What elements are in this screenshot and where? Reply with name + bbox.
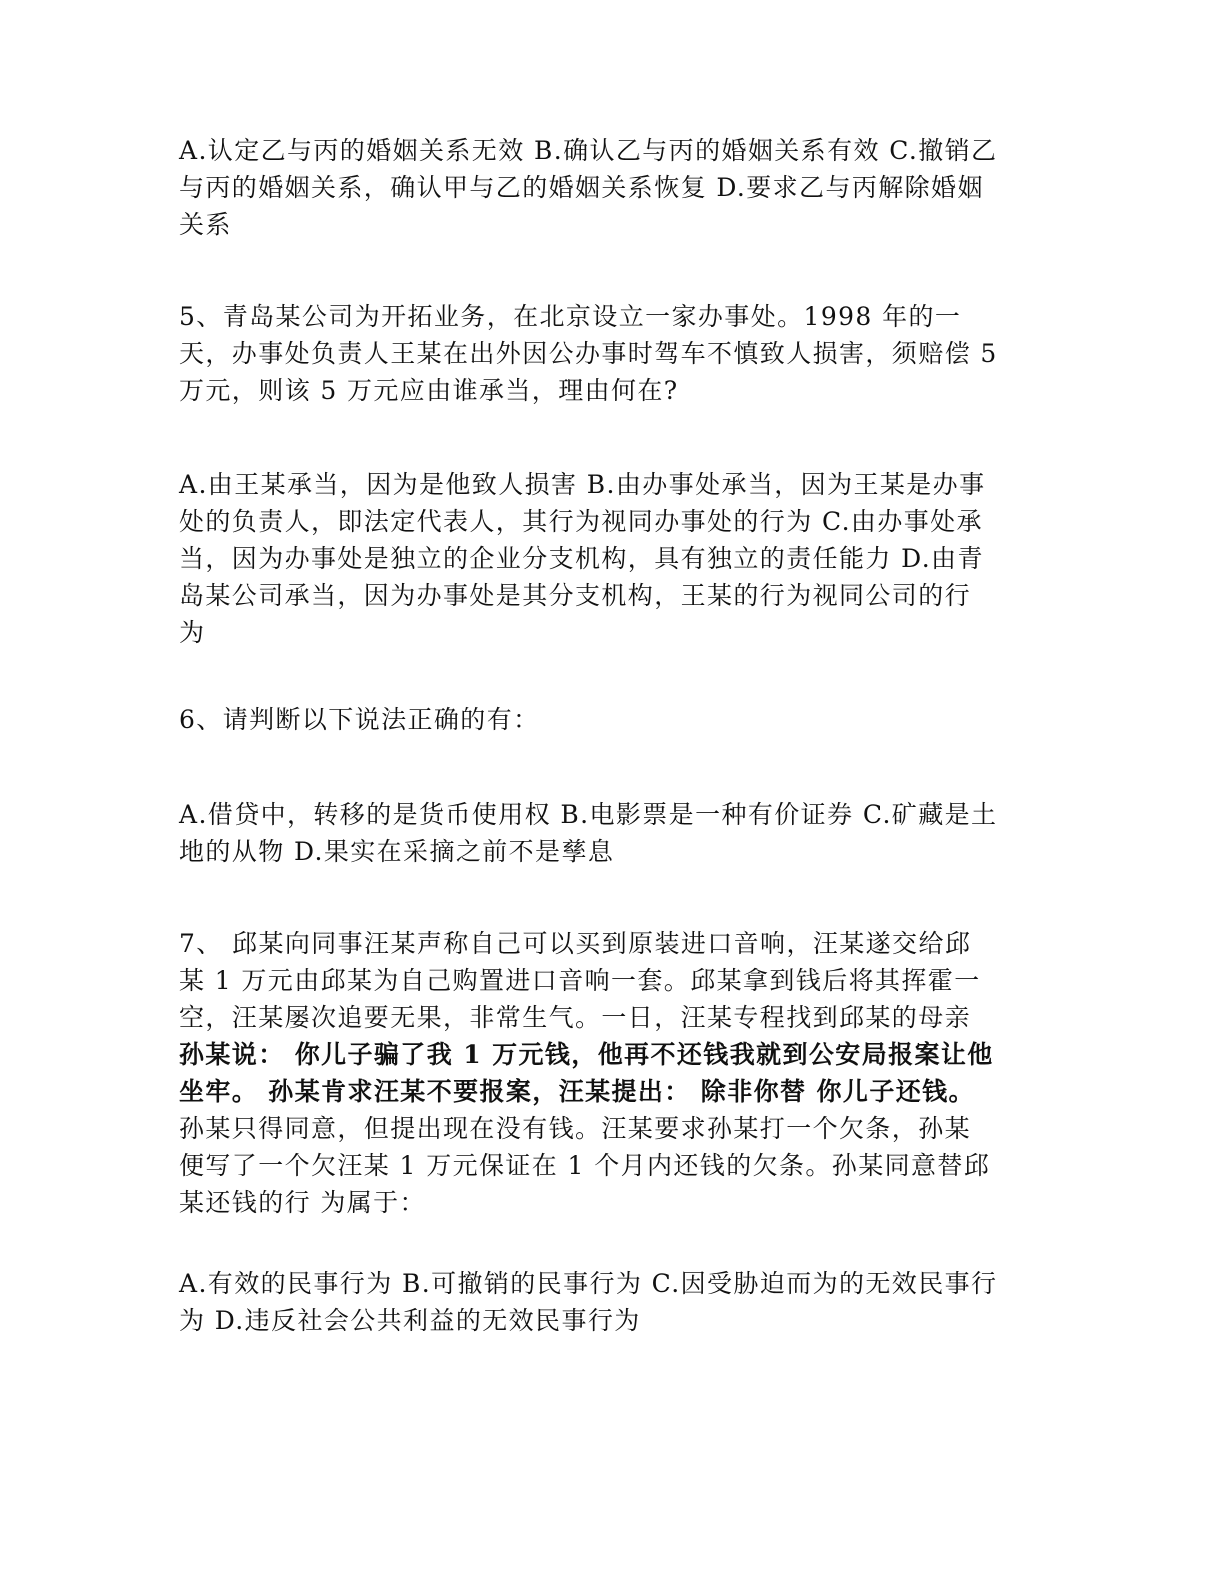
text-line: 某还钱的行 为属于： [179,1188,426,1217]
text-line: 地的从物 D.果实在采摘之前不是孳息 [179,837,615,866]
question-7-text [179,925,994,1221]
question-7-options [179,1265,997,1339]
text-line: A.认定乙与丙的婚姻关系无效 B.确认乙与丙的婚姻关系有效 C.撤销乙 [179,136,998,165]
text-line: 为 D.违反社会公共利益的无效民事行为 [179,1306,641,1335]
text-line: 天，办事处负责人王某在出外因公办事时驾车不慎致人损害，须赔偿 5 [179,339,998,368]
text-line: 6、请判断以下说法正确的有： [179,705,540,734]
question-6-options [179,796,997,870]
text-line: 坐牢。 孙某肯求汪某不要报案，汪某提出： 除非你替 你儿子还钱。 [179,1077,975,1106]
text-line: A.借贷中，转移的是货币使用权 B.电影票是一种有价证券 C.矿藏是土 [179,800,998,829]
text-line: 处的负责人，即法定代表人，其行为视同办事处的行为 C.由办事处承 [179,507,983,536]
text-line: 孙某只得同意，但提出现在没有钱。汪某要求孙某打一个欠条，孙某 [179,1114,972,1143]
text-line: 与丙的婚姻关系，确认甲与乙的婚姻关系恢复 D.要求乙与丙解除婚姻 [179,173,984,202]
text-line: 5、青岛某公司为开拓业务，在北京设立一家办事处。1998 年的一 [179,302,962,331]
text-line: 7、 邱某向同事汪某声称自己可以买到原装进口音响，汪某遂交给邱 [179,929,972,958]
text-line: 万元，则该 5 万元应由谁承当，理由何在? [179,376,679,405]
text-line: 便写了一个欠汪某 1 万元保证在 1 个月内还钱的欠条。孙某同意替邱 [179,1151,991,1180]
text-line: 孙某说： 你儿子骗了我 1 万元钱，他再不还钱我就到公安局报案让他 [179,1040,994,1069]
text-line: 某 1 万元由邱某为自己购置进口音响一套。邱某拿到钱后将其挥霍一 [179,966,981,995]
text-line: A.有效的民事行为 B.可撤销的民事行为 C.因受胁迫而为的无效民事行 [179,1269,998,1298]
text-line: 岛某公司承当，因为办事处是其分支机构，王某的行为视同公司的行 [179,581,972,610]
text-line: 当，因为办事处是独立的企业分支机构，具有独立的责任能力 D.由青 [179,544,984,573]
text-line: A.由王某承当，因为是他致人损害 B.由办事处承当，因为王某是办事 [179,470,986,499]
question-6-text [179,701,540,738]
text-line: 为 [179,618,206,647]
text-line: 空，汪某屡次追要无果，非常生气。一日，汪某专程找到邱某的母亲 [179,1003,972,1032]
question-4-options [179,132,997,243]
text-line: 关系 [179,210,232,239]
question-5-options [179,466,985,651]
question-5-text [179,298,998,409]
